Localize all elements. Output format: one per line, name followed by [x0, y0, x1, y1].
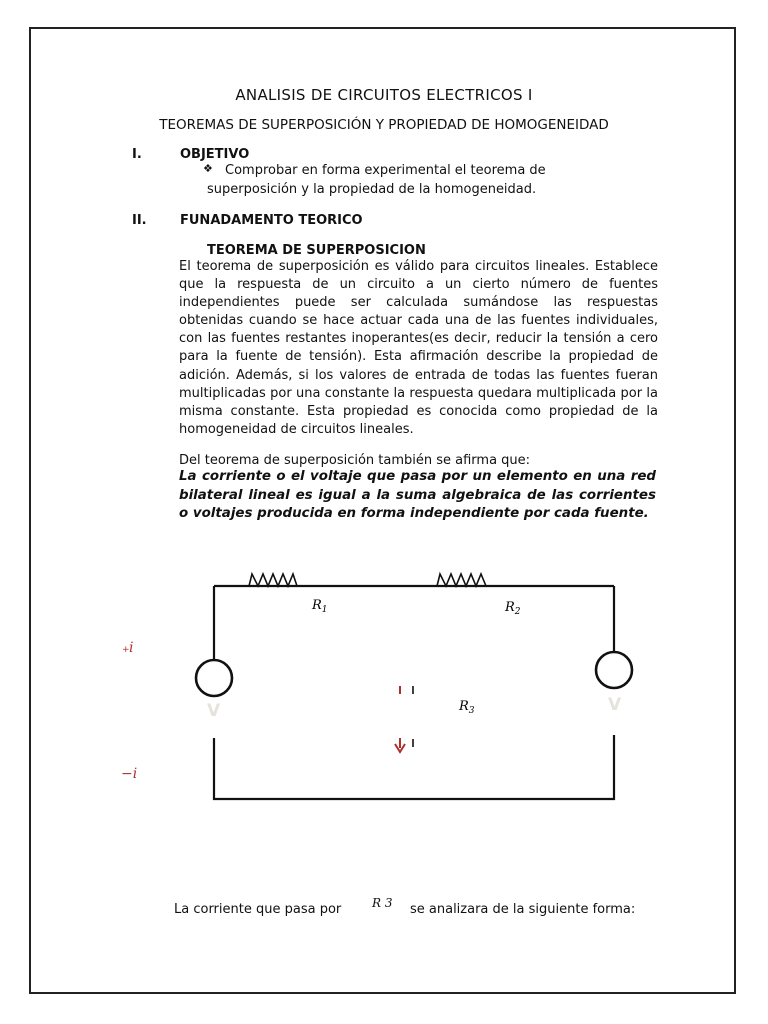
- r1-label: [311, 598, 328, 615]
- source-left-label: V: [207, 701, 221, 721]
- current-arrow-down-icon: [395, 738, 405, 752]
- voltage-source-left-icon: [196, 660, 232, 696]
- section-1-number: I.: [132, 147, 142, 162]
- r2-label: [504, 600, 521, 617]
- plus-i-label: i: [129, 640, 134, 656]
- r1-subscript: 1: [321, 605, 328, 615]
- minus-i-label: −i: [121, 766, 138, 782]
- r1-letter: R: [312, 598, 322, 613]
- document-subtitle: TEOREMAS DE SUPERPOSICIÓN Y PROPIEDAD DE HOMOGENEIDAD: [159, 117, 609, 133]
- theorem-lead-in: Del teorema de superposición también se afirma que:: [179, 453, 531, 468]
- footer-text-before: La corriente que pasa por: [174, 902, 342, 917]
- document-title: ANALISIS DE CIRCUITOS ELECTRICOS I: [235, 86, 533, 104]
- footer-r3-symbol: R 3: [372, 896, 393, 910]
- resistor-r1-symbol: [249, 574, 297, 586]
- bullet-diamond-icon: ❖: [203, 162, 213, 175]
- footer-text-after: se analizara de la siguiente forma:: [410, 902, 636, 917]
- resistor-r2-symbol: [437, 574, 486, 586]
- r3-label: [458, 699, 475, 716]
- theorem-statement: La corriente o el voltaje que pasa por un elemento en una red bilateral lineal es igual a la suma algebraica de las corrientes o voltajes producida en forma independiente por cada fuente.: [179, 469, 656, 522]
- theorem-subheading: TEOREMA DE SUPERPOSICION: [207, 243, 426, 258]
- bottom-wire: [214, 735, 614, 799]
- r2-letter: R: [505, 600, 515, 615]
- source-right-label: V: [608, 695, 622, 715]
- r2-subscript: 2: [514, 607, 521, 617]
- voltage-source-right-icon: [596, 652, 632, 688]
- circuit-wires: [214, 586, 614, 799]
- plus-sign: +: [122, 645, 130, 655]
- r3-letter: R: [459, 699, 469, 714]
- theorem-paragraph: El teorema de superposición es válido para circuitos lineales. Establece que la respuesta de un circuito a un cierto número de fuentes independientes puede ser calculada sumándose las respuestas obtenidas cuando se hace actuar cada una de las fuentes individuales, con las fuentes restantes inoperantes(es decir, reducir la tensión a cero para la fuente de tensión). Esta afirmación describe la propiedad de adición. Además, si los valores de entrada de todas las fuentes fueran multiplicadas por una constante la respuesta quedara multiplicada por la misma constante. Esta propiedad es conocida como propiedad de la homogeneidad de circuitos lineales.: [179, 259, 658, 437]
- section-2-title: FUNADAMENTO TEORICO: [180, 213, 363, 228]
- section-2-number: II.: [132, 213, 147, 228]
- r3-subscript: 3: [468, 706, 475, 716]
- section-1-title: OBJETIVO: [180, 147, 250, 162]
- objective-text: Comprobar en forma experimental el teorema de superposición y la propiedad de la homogeneidad.: [207, 163, 546, 197]
